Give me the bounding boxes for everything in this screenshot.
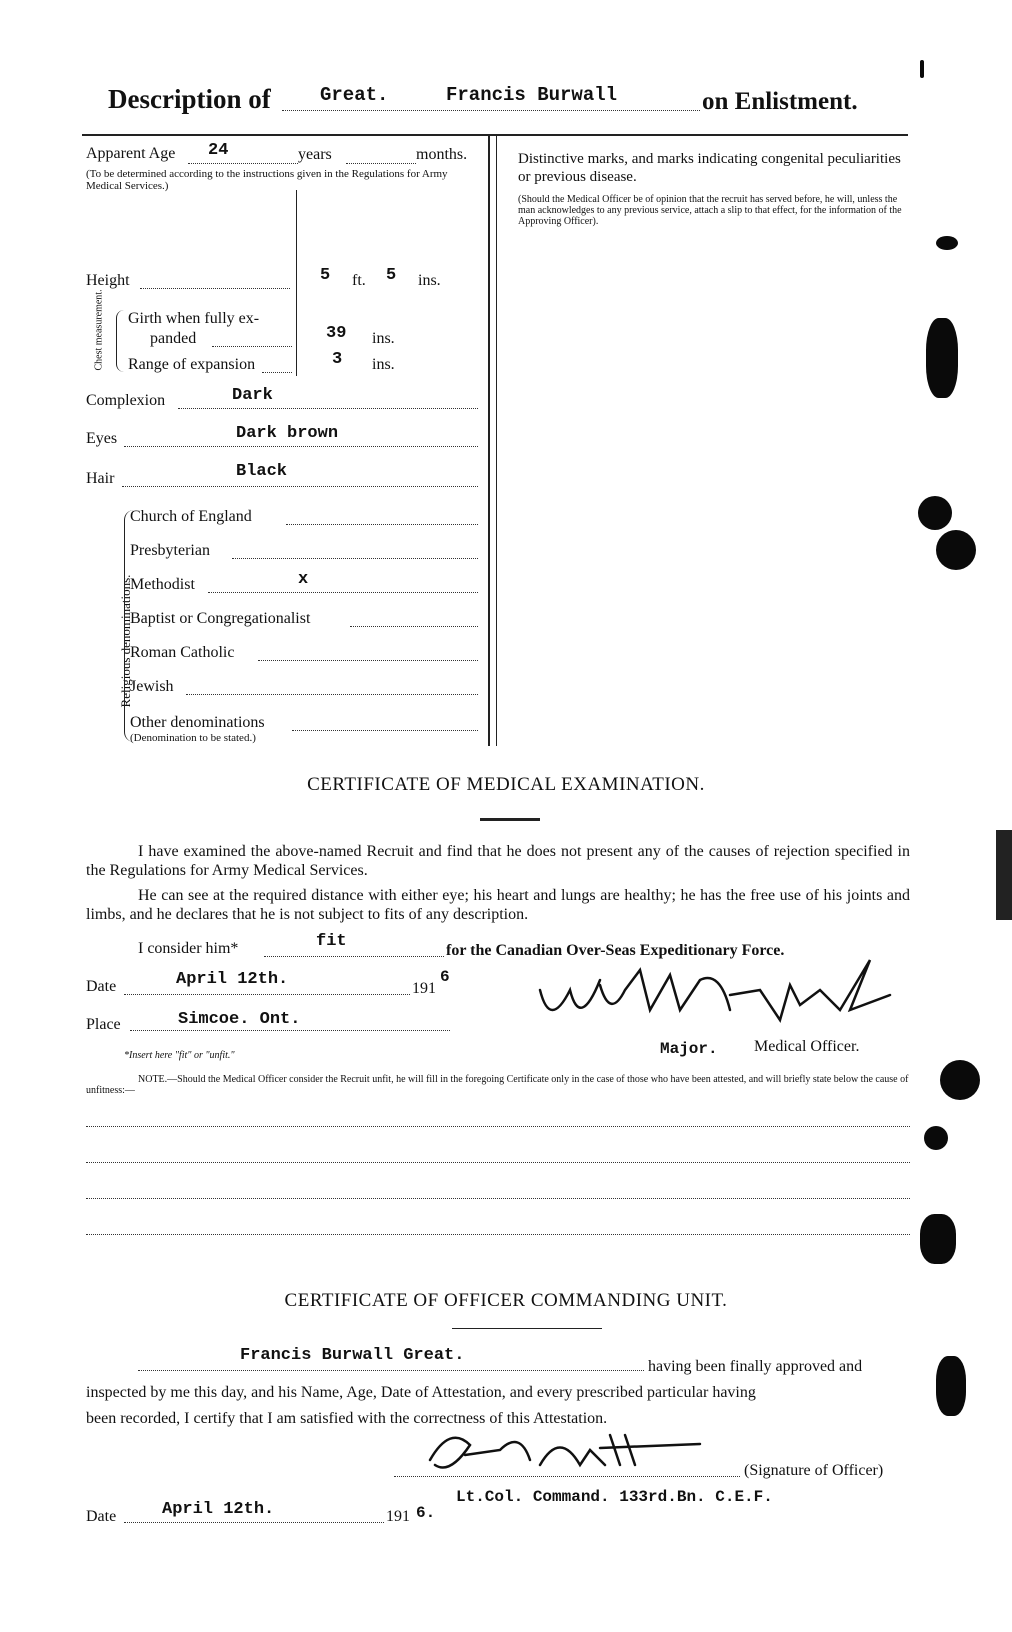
- height-in-value: 5: [386, 266, 397, 285]
- medical-place-line: [130, 1030, 450, 1031]
- unfit-line-2: [86, 1162, 910, 1163]
- medical-date-line: [124, 994, 410, 995]
- height-ins-label: ins.: [418, 272, 441, 289]
- range-ins-label: ins.: [372, 356, 395, 373]
- religion-baptist: Baptist or Congregationalist: [130, 610, 311, 627]
- months-label: months.: [416, 146, 468, 163]
- other-line: [292, 730, 478, 731]
- medical-year-prefix: 191: [412, 980, 436, 997]
- commanding-signature-label: (Signature of Officer): [744, 1462, 884, 1479]
- chest-brace: [116, 310, 127, 372]
- height-ft-value: 5: [320, 266, 331, 285]
- commanding-text-1: having been finally approved and: [648, 1358, 863, 1375]
- binder-hole: [920, 1214, 956, 1264]
- header-given-names: Francis Burwall: [446, 84, 618, 106]
- hair-label: Hair: [86, 470, 115, 487]
- complexion-value: Dark: [232, 386, 273, 405]
- header-description-of: Description of: [108, 84, 271, 114]
- unfit-line-3: [86, 1198, 910, 1199]
- commanding-date-line: [124, 1522, 384, 1523]
- girth-label-1: Girth when fully ex-: [128, 310, 260, 327]
- commanding-year-suffix: 6.: [416, 1504, 436, 1522]
- religion-methodist: Methodist: [130, 576, 195, 593]
- commanding-title-rule: [452, 1328, 602, 1329]
- commanding-officer-signature: [410, 1420, 730, 1480]
- age-value: 24: [208, 141, 229, 160]
- scan-mark: [936, 236, 958, 250]
- commanding-officer-title: Lt.Col. Command. 133rd.Bn. C.E.F.: [456, 1488, 773, 1506]
- range-label: Range of expansion: [128, 356, 256, 373]
- scan-edge-shadow: [996, 830, 1012, 920]
- medical-date-value: April 12th.: [176, 970, 289, 989]
- for-force-label: for the Canadian Over-Seas Expeditionary Force.: [446, 942, 785, 959]
- range-value: 3: [332, 350, 343, 369]
- girth-label-2: panded: [150, 330, 197, 347]
- medical-place-value: Simcoe. Ont.: [178, 1010, 301, 1029]
- unfit-line-1: [86, 1126, 910, 1127]
- header-on-enlistment: on Enlistment.: [702, 88, 858, 115]
- column-divider: [488, 136, 490, 746]
- chest-label: Chest measurement.: [93, 289, 105, 371]
- medical-para-1: I have examined the above-named Recruit and find that he does not present any of the causes of rejection specified in the Regulations for Army Medical Services.: [86, 843, 910, 879]
- binder-hole: [926, 318, 958, 398]
- age-note: (To be determined according to the instructions given in the Regulations for Army Medical Services.): [86, 168, 448, 192]
- medical-para-2: He can see at the required distance with either eye; his heart and lungs are healthy; he has the free use of his joints and limbs, and he declares that he is not subject to fits of any description.: [86, 887, 910, 923]
- distinctive-marks-label: Distinctive marks, and marks indicating congenital peculiarities or previous disease.: [518, 151, 901, 185]
- height-label: Height: [86, 272, 130, 289]
- height-line: [140, 288, 290, 289]
- binder-hole: [940, 1060, 980, 1100]
- complexion-line: [178, 408, 478, 409]
- distinctive-marks-note: (Should the Medical Officer be of opinion that the recruit has served before, he will, unless the man acknowledges to any previous service, attach a slip to that effect, for the information of the Approving Officer).: [518, 194, 902, 227]
- ft-label: ft.: [352, 272, 366, 289]
- religion-other-note: (Denomination to be stated.): [130, 732, 256, 744]
- commanding-text-3: been recorded, I certify that I am satisfied with the correctness of this Attestation.: [86, 1410, 608, 1427]
- unfit-line-4: [86, 1234, 910, 1235]
- range-line: [262, 372, 292, 373]
- binder-hole: [936, 1356, 966, 1416]
- commanding-year-prefix: 191: [386, 1508, 410, 1525]
- consider-label: I consider him*: [138, 940, 239, 957]
- complexion-label: Complexion: [86, 392, 166, 409]
- medical-date-label: Date: [86, 978, 117, 995]
- religion-church-of-england: Church of England: [130, 508, 252, 525]
- commanding-text-2: inspected by me this day, and his Name, Age, Date of Attestation, and every prescribed particular having: [86, 1384, 756, 1401]
- binder-hole: [924, 1126, 948, 1150]
- medical-place-label: Place: [86, 1016, 121, 1033]
- girth-line: [212, 346, 292, 347]
- age-line: [188, 163, 298, 164]
- years-label: years: [298, 146, 332, 163]
- unfit-note: NOTE.—Should the Medical Officer consider the Recruit unfit, he will fill in the foregoing Certificate only in the case of those who have been attested, and will briefly state below the cause of unfitness:—: [86, 1074, 909, 1096]
- religion-jewish: Jewish: [130, 678, 174, 695]
- medical-officer-signature: [530, 950, 920, 1040]
- age-label: Apparent Age: [86, 145, 176, 162]
- months-line: [346, 163, 416, 164]
- eyes-line: [124, 446, 478, 447]
- commanding-recruit-name: Francis Burwall Great.: [240, 1346, 465, 1365]
- signature-line: [394, 1476, 740, 1477]
- coe-line: [286, 524, 478, 525]
- top-rule: [82, 134, 908, 136]
- hair-value: Black: [236, 462, 288, 481]
- commanding-date-value: April 12th.: [162, 1500, 275, 1519]
- medical-year-suffix: 6: [440, 968, 450, 986]
- medical-officer-rank: Major.: [660, 1040, 718, 1058]
- jewish-line: [186, 694, 478, 695]
- measure-divider: [296, 190, 297, 376]
- methodist-mark: x: [298, 570, 309, 589]
- eyes-label: Eyes: [86, 430, 118, 447]
- header-surname: Great.: [320, 84, 389, 106]
- recruit-name-line: [138, 1370, 644, 1371]
- fit-line: [264, 956, 444, 957]
- girth-ins-label: ins.: [372, 330, 395, 347]
- eyes-value: Dark brown: [236, 424, 339, 443]
- medical-officer-label: Medical Officer.: [754, 1038, 860, 1055]
- girth-value: 39: [326, 324, 347, 343]
- insert-note: *Insert here "fit" or "unfit.": [124, 1050, 235, 1061]
- commanding-date-label: Date: [86, 1508, 117, 1525]
- binder-hole: [918, 496, 952, 530]
- medical-title-rule: [480, 818, 540, 821]
- binder-hole: [936, 530, 976, 570]
- column-divider-inner: [496, 136, 497, 746]
- religion-presbyterian: Presbyterian: [130, 542, 210, 559]
- presbyterian-line: [232, 558, 478, 559]
- baptist-line: [350, 626, 478, 627]
- religion-label: Religious denominations.: [118, 574, 133, 708]
- medical-certificate-title: CERTIFICATE OF MEDICAL EXAMINATION.: [307, 774, 705, 795]
- methodist-line: [208, 592, 478, 593]
- scan-mark: [920, 60, 924, 78]
- hair-line: [122, 486, 478, 487]
- religion-other: Other denominations: [130, 714, 265, 731]
- rc-line: [258, 660, 478, 661]
- commanding-certificate-title: CERTIFICATE OF OFFICER COMMANDING UNIT.: [284, 1290, 728, 1311]
- religion-roman-catholic: Roman Catholic: [130, 644, 235, 661]
- header-name-line: [282, 110, 700, 111]
- fit-value: fit: [316, 932, 347, 951]
